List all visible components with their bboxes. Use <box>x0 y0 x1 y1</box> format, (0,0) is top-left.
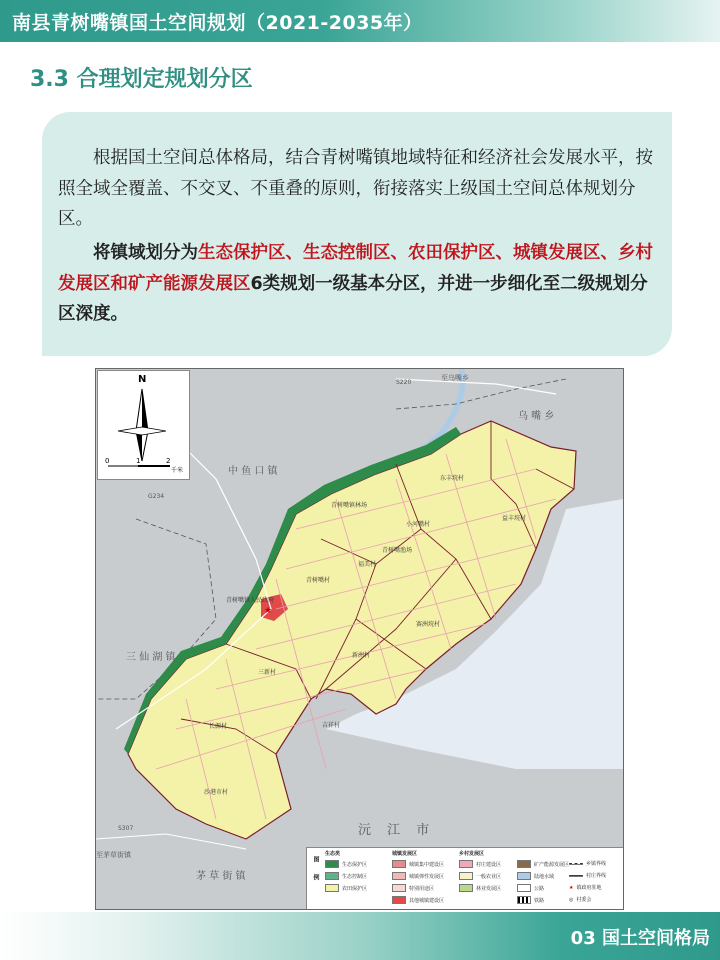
legend-group-rural: 乡村发展区 <box>459 851 485 857</box>
legend-item-other-town: 其他城镇建设区 <box>392 896 444 904</box>
label-road-s307: S307 <box>118 825 134 832</box>
scale-label-1: 1 <box>136 457 141 465</box>
document-title: 南县青树嘴镇国土空间规划（2021-2035年） <box>12 12 423 34</box>
legend-item-general-farm: 一般农业区 <box>459 872 501 880</box>
legend-item-eco-protect: 生态保护区 <box>325 860 367 868</box>
label-zhongyukou: 中 鱼 口 镇 <box>228 466 278 477</box>
zoning-list-a: 生态保护区、生态控制区、农田保护区、城镇发展区、 <box>198 243 618 263</box>
label-sanxianhu: 三 仙 湖 镇 <box>126 652 176 663</box>
village-label-fumei: 福美村 <box>358 561 377 568</box>
legend-item-farmland: 农田保护区 <box>325 884 367 892</box>
scale-label-2: 2 <box>166 457 171 465</box>
label-to-maocao: 至茅草街镇 <box>96 851 131 859</box>
intro-paragraph: 根据国土空间总体格局，结合青树嘴镇地域特征和经济社会发展水平，按照全域全覆盖、不交叉、不重叠的原则，衔接落实上级国土空间总体规划分区。 <box>58 148 653 229</box>
label-maocao: 茅 草 街 镇 <box>196 871 246 882</box>
legend-item-town-flex: 城镇弹性发展区 <box>392 872 444 880</box>
legend-item-town-gov: ★ 镇政府驻地 <box>569 884 602 891</box>
map-legend <box>306 847 624 910</box>
village-label-forest-farm: 青树嘴镇林场 <box>331 502 368 509</box>
legend-group-eco: 生态类 <box>325 851 341 857</box>
scale-unit-label: 千米 <box>171 467 184 474</box>
village-label-jixiang: 吉祥村 <box>322 722 341 729</box>
scale-label-0: 0 <box>105 457 110 465</box>
village-label-fishery: 青树嘴渔场 <box>382 547 413 554</box>
village-label-dongfengyuan: 东丰垸村 <box>440 475 465 482</box>
legend-item-special: 特别用途区 <box>392 884 434 892</box>
village-label-town-gov: 青树嘴镇人民政府 <box>226 597 275 604</box>
label-road-g234: G234 <box>148 493 165 500</box>
village-label-qingshuzui: 青树嘴村 <box>306 577 331 584</box>
label-road-s220: S220 <box>396 379 412 386</box>
legend-item-town-boundary: 乡镇界线 <box>569 860 606 867</box>
legend-title: 图例 <box>312 856 319 892</box>
legend-item-village-boundary: 村庄界线 <box>569 872 606 879</box>
legend-item-water: 陆地水域 <box>517 872 554 880</box>
legend-item-highway: 公路 <box>517 884 544 892</box>
village-label-changyuan: 长源村 <box>209 723 228 730</box>
town-gov-star: ★ <box>264 606 273 616</box>
section-title: 3.3 合理划定规划分区 <box>30 67 253 92</box>
footer-chapter-label: 03 国土空间格局 <box>570 928 710 949</box>
north-label: N <box>138 374 147 385</box>
village-label-yifengyuan: 益丰垸村 <box>502 515 527 522</box>
zoning-prefix: 将镇域划分为 <box>93 243 198 263</box>
legend-item-village-committee: ◎ 村委会 <box>569 896 592 903</box>
village-label-shagangshi: 沙港市村 <box>204 789 229 796</box>
village-label-sanxin: 三新村 <box>258 669 277 676</box>
compass-graphic <box>98 371 189 479</box>
village-label-xinzhou: 新洲村 <box>352 652 371 659</box>
zoning-paragraph <box>58 238 658 330</box>
header-bar <box>0 0 720 42</box>
legend-item-railway: 铁路 <box>517 896 544 904</box>
village-label-xiaohezui: 小河嘴村 <box>406 521 431 528</box>
label-to-wuzui: 至乌嘴乡 <box>441 374 469 382</box>
legend-item-forest-dev: 林业发展区 <box>459 884 501 892</box>
legend-item-mineral: 矿产能源发展区 <box>517 860 569 868</box>
label-wuzui: 乌 嘴 乡 <box>518 411 555 422</box>
legend-item-village-build: 村庄建设区 <box>459 860 501 868</box>
north-arrow-scale <box>97 370 190 480</box>
legend-item-town-core: 城镇集中建设区 <box>392 860 444 868</box>
legend-group-town: 城镇发展区 <box>392 851 418 857</box>
legend-item-eco-control: 生态控制区 <box>325 872 367 880</box>
label-yuanjiang: 沅 江 市 <box>358 823 436 838</box>
zoning-map <box>95 368 624 910</box>
zoning-list-b: 乡村发展区和矿产能源发展区 <box>58 243 653 294</box>
village-label-saizhouyuan: 赛洲垸村 <box>416 621 441 628</box>
zoning-suffix: 6类规划一级基本分区，并进一步细化至二级规划分区深度。 <box>58 273 648 324</box>
